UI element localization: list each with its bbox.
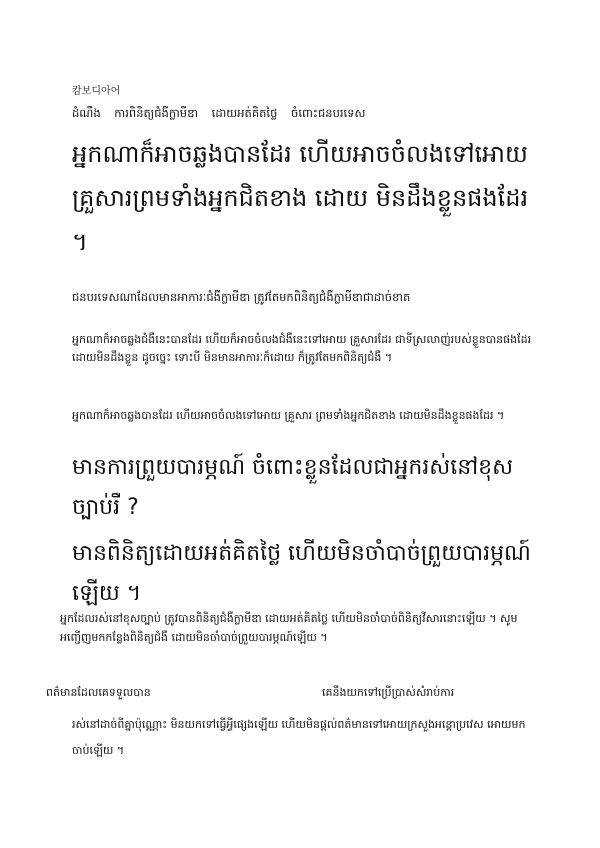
free-checkup-heading: មានពិនិត្យដោយអត់គិតថ្លៃ ហើយមិនចាំបាច់ព្រួយបារម្ភណ៍ឡើយ ។ <box>72 541 531 606</box>
paragraph-symptoms: ជនបរទេសណាដែលមានអាការៈជំងឺក្លាមីឌា ត្រូវតែមកពិនិត្យជំងឺក្លាមីឌាជាដាច់ខាត <box>72 290 411 304</box>
paragraph-info-left: ពត៌មានដែលគេទទួលបាន <box>46 686 151 699</box>
question-heading: មានការព្រួយបារម្ភណ៍ ចំពោះខ្លួនដែលជាអ្នករស់នៅខុសច្បាប់រឺ ? <box>72 455 514 520</box>
paragraph-anyone-infected: អ្នកណាក៏អាចឆ្លងជំងឺនេះបានដែរ ហើយក៏អាចចំលងជំងឺនេះទៅអោយ គ្រួសារដែរ ជាទីស្រលាញ់របស់ខ្លួនបានផងដែរដោយមិនដឹងខ្លួន ដូចច្នេះ ទោះបី មិនមានអាការៈក៏ដោយ ក៏ត្រូវតែមកពិនិត្យជំងឺ ។ <box>72 333 532 364</box>
paragraph-info-right: គេនឹងយកទៅប្រើប្រាស់សំរាប់ការ <box>322 686 455 699</box>
main-heading: អ្នកណាក៏អាចឆ្លងបានដែរ ហើយអាចចំលងទៅអោយគ្រួសារព្រមទាំងអ្នកជិតខាង ដោយ មិនដឹងខ្លួនផងដែរ ។ <box>72 140 529 256</box>
paragraph-illegal-residents: អ្នកដែលរស់នៅខុសច្បាប់ ត្រូវបានពិនិត្យជំងឺក្លាមីឌា ដោយអត់គិតថ្លៃ ហើយមិនចាំបាច់ពិនិត្យវីសារនោះឡើយ ។ សូមអញ្ជើញមកកន្លែងពិនិត្យជំងឺ ដោយមិនចាំបាច់ព្រួយបារម្ភណ៍ឡើយ ។ <box>60 612 518 644</box>
paragraph-privacy: រស់នៅដាច់ពីគ្នាប៉ុណ្ណោះ មិនយកទៅធ្វើអ្វីផ្សេងឡើយ ហើយមិនផ្តល់ពត៌មានទៅអោយក្រសួងអន្តោប្រវេស អោយមកចាប់ឡើយ ។ <box>72 718 526 757</box>
paragraph-transmission: អ្នកណាក៏អាចឆ្លងបានដែរ ហើយអាចចំលងទៅអោយ គ្រួសារ ព្រមទាំងអ្នកជិតខាង ដោយមិនដឹងខ្លួនផងដែរ ។ <box>72 409 505 422</box>
notice-subtitle: ដំណឹង ការពិនិត្យជំងឺក្លាមីឌា ដោយអត់គិតថ្លៃ ចំពោះជនបរទេស <box>72 106 366 120</box>
language-label: 캄보디아어 <box>72 86 121 97</box>
